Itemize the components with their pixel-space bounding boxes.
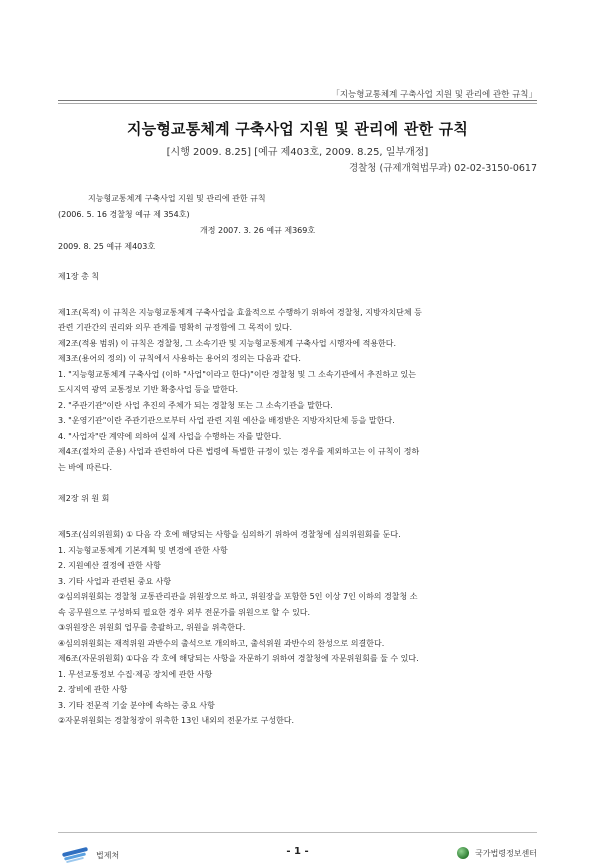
body-line: 제2조(적용 범위) 이 규칙은 경찰청, 그 소속기관 및 지능형교통체계 구축사업 시행자에 적용한다. [58, 339, 397, 348]
document-title: 지능형교통체계 구축사업 지원 및 관리에 관한 규칙 [126, 120, 469, 138]
body-line: 3. 기타 사업과 관련된 중요 사항 [58, 577, 172, 586]
body-line: 제1조(목적) 이 규칙은 지능형교통체계 구축사업을 효율적으로 수행하기 위하여 경찰청, 지방자치단체 등 [58, 308, 422, 317]
body-line: 는 바에 따른다. [58, 463, 112, 472]
body-line: (2006. 5. 16 경찰청 예규 제 354호) [58, 210, 190, 219]
body-line: 1. 무선교통정보 수집·제공 장치에 관한 사항 [58, 670, 213, 679]
body-line: 3. 기타 전문적 기술 분야에 속하는 중요 사항 [58, 701, 215, 710]
footer-rule [58, 832, 537, 833]
body-line: 1. "지능형교통체계 구축사업 (이하 "사업"이라고 한다)"이란 경찰청 및 그 소속기관에서 추진하고 있는 [58, 370, 416, 379]
body-line: 관련 기관간의 권리와 의무 관계를 명확히 규정함에 그 목적이 있다. [58, 323, 293, 332]
header-rule-secondary [58, 103, 537, 104]
footer-left-label: 법제처 [96, 850, 120, 860]
body-line: 4. "사업자"란 계약에 의하여 실제 사업을 수행하는 자를 말한다. [58, 432, 282, 441]
body-line: 제3조(용어의 정의) 이 규칙에서 사용하는 용어의 정의는 다음과 같다. [58, 354, 301, 363]
body-line: ②심의위원회는 경찰청 교통관리관을 위원장으로 하고, 위원장을 포함한 5인 이상 7인 이하의 경찰청 소 [58, 592, 418, 601]
body-line: 도시지역 광역 교통정보 기반 확충사업 등을 말한다. [58, 385, 239, 394]
globe-icon [457, 847, 469, 859]
body-line: 2. 지원예산 결정에 관한 사항 [58, 561, 161, 570]
body-line: 2009. 8. 25 예규 제403호 [58, 242, 156, 251]
footer-right [457, 847, 537, 859]
header-reference: 「지능형교통체계 구축사업 지원 및 관리에 관한 규칙」 [331, 90, 537, 100]
footer-right-label: 국가법령정보센터 [475, 848, 537, 858]
chapter-heading: 제2장 위 원 회 [58, 494, 110, 503]
header-rule [58, 100, 537, 101]
enforcement-info: [시행 2009. 8.25] [예규 제403호, 2009. 8.25, 일부개정] [166, 147, 429, 158]
body-line: 1. 지능형교통체계 기본계획 및 변경에 관한 사항 [58, 546, 228, 555]
body-line: 제5조(심의위원회) ① 다음 각 호에 해당되는 사항을 심의하기 위하여 경찰청에 심의위원회를 둔다. [58, 530, 401, 539]
body-line: ②자문위원회는 경찰청장이 위촉한 13인 내외의 전문가로 구성한다. [58, 716, 295, 725]
body-line: 지능형교통체계 구축사업 지원 및 관리에 관한 규칙 [88, 194, 266, 203]
body-line: 2. 장비에 관한 사항 [58, 685, 128, 694]
chapter-heading: 제1장 총 칙 [58, 272, 100, 281]
body-line: 2. "주관기관"이란 사업 추진의 주체가 되는 경찰청 또는 그 소속기관을 말한다. [58, 401, 333, 410]
body-line: 제4조(절차의 준용) 사업과 관련하여 다른 법령에 특별한 규정이 있는 경우를 제외하고는 이 규칙이 정하 [58, 447, 420, 456]
body-line: 3. "운영기관"이란 주관기관으로부터 사업 관련 지원 예산을 배정받은 지방자치단체 등을 말한다. [58, 416, 395, 425]
body-line: 제6조(자문위원회) ①다음 각 호에 해당되는 사항을 자문하기 위하여 경찰청에 자문위원회를 둘 수 있다. [58, 654, 419, 663]
body-line: 개정 2007. 3. 26 예규 제369호 [200, 226, 316, 235]
page-number: - 1 - [286, 846, 309, 857]
ministry-contact: 경찰청 (규제개혁법무과) 02-02-3150-0617 [348, 163, 537, 174]
body-line: ④심의위원회는 재적위원 과반수의 출석으로 개의하고, 출석위원 과반수의 찬성으로 의결한다. [58, 639, 385, 648]
body-line: ③위원장은 위원회 업무를 총괄하고, 위원을 위촉한다. [58, 623, 246, 632]
body-line: 속 공무원으로 구성하되 필요한 경우 외부 전문가를 위원으로 할 수 있다. [58, 608, 311, 617]
